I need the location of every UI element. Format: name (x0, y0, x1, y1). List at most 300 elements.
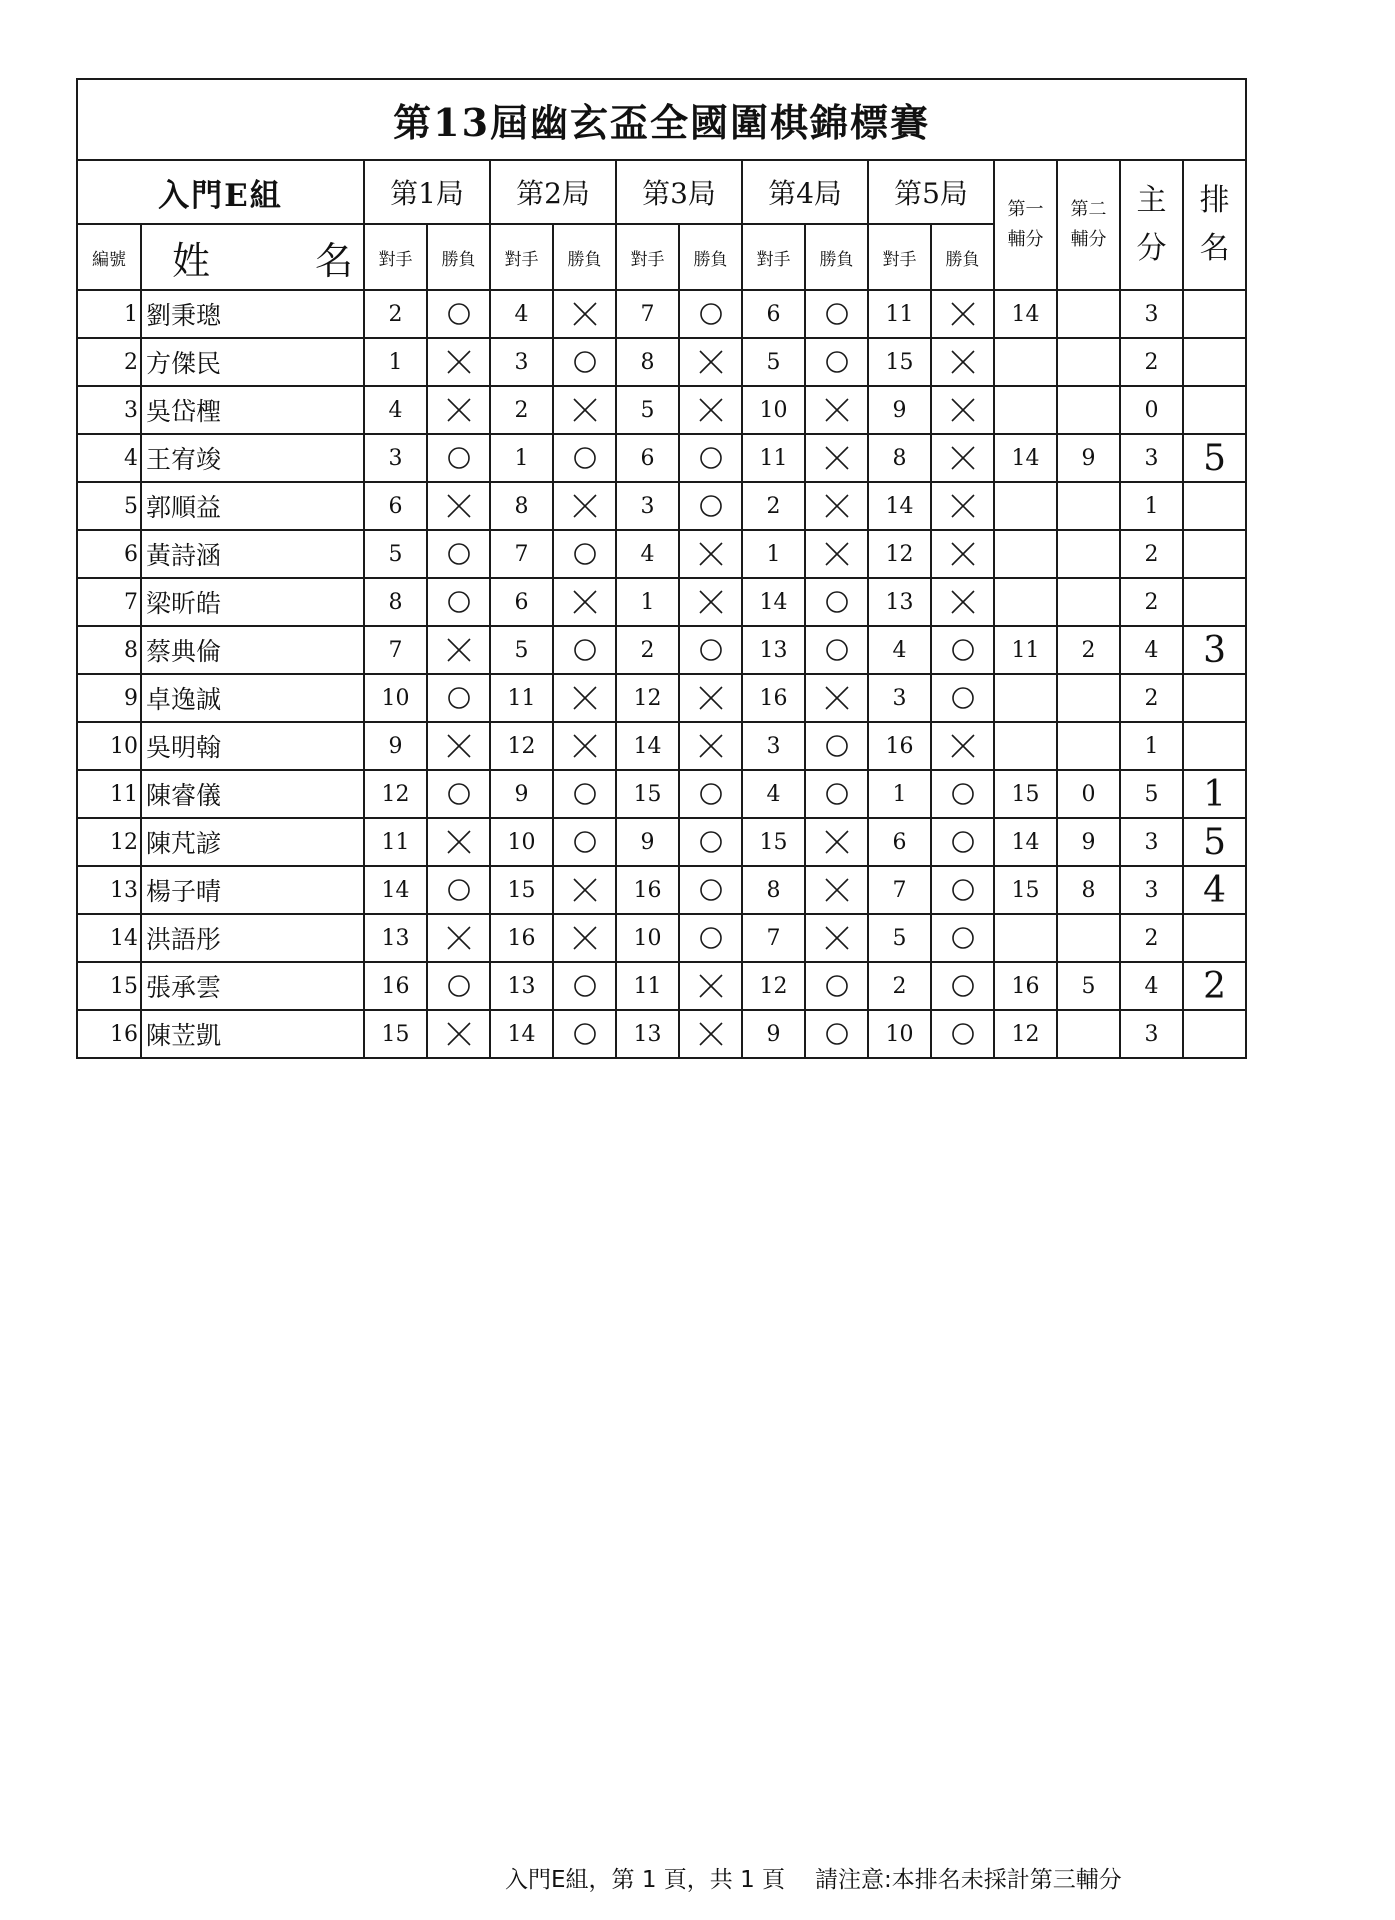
round-2-result (553, 818, 616, 866)
round-5-result (931, 530, 994, 578)
loss-cross-icon (445, 732, 473, 760)
round-4-opponent: 13 (742, 626, 805, 674)
round-4-result (805, 530, 868, 578)
round-5-opponent: 4 (868, 626, 931, 674)
loss-cross-icon (823, 444, 851, 472)
round-4-opponent: 7 (742, 914, 805, 962)
round-3-opponent: 1 (616, 578, 679, 626)
player-number: 16 (77, 1010, 141, 1058)
player-row (77, 530, 1246, 578)
win-circle-icon (571, 780, 599, 808)
win-circle-icon (571, 444, 599, 472)
rank-value: 3 (1183, 626, 1246, 674)
player-row (77, 818, 1246, 866)
player-row (77, 290, 1246, 338)
player-name: 劉秉璁 (141, 290, 364, 338)
round-5-result (931, 434, 994, 482)
player-row (77, 770, 1246, 818)
round-1-opponent: 5 (364, 530, 427, 578)
rank-value (1183, 386, 1246, 434)
player-name: 黃詩涵 (141, 530, 364, 578)
loss-cross-icon (949, 396, 977, 424)
round-3-header: 第3局 (616, 160, 742, 224)
round-1-opponent: 16 (364, 962, 427, 1010)
round-5-opponent: 1 (868, 770, 931, 818)
aux2-score (1057, 290, 1120, 338)
player-number: 13 (77, 866, 141, 914)
round-3-opponent: 11 (616, 962, 679, 1010)
player-row (77, 866, 1246, 914)
main-score: 2 (1120, 674, 1183, 722)
loss-cross-icon (697, 396, 725, 424)
aux2-header-line2: 輔分 (1070, 229, 1107, 250)
loss-cross-icon (823, 684, 851, 712)
name-header-char2: 名 (315, 238, 354, 283)
round-3-opponent: 7 (616, 290, 679, 338)
round-5-result (931, 626, 994, 674)
round-5-opponent: 3 (868, 674, 931, 722)
group-name: 入門E組 (77, 160, 364, 224)
aux1-score (994, 482, 1057, 530)
round-4-opponent: 10 (742, 386, 805, 434)
rank-value (1183, 578, 1246, 626)
main-score-header (1120, 160, 1183, 290)
loss-cross-icon (571, 396, 599, 424)
loss-cross-icon (949, 444, 977, 472)
player-name: 吳明翰 (141, 722, 364, 770)
round-4-result (805, 338, 868, 386)
round-4-opponent: 16 (742, 674, 805, 722)
loss-cross-icon (949, 732, 977, 760)
win-circle-icon (949, 780, 977, 808)
round-3-result (679, 338, 742, 386)
loss-cross-icon (697, 540, 725, 568)
loss-cross-icon (571, 492, 599, 520)
round-4-result (805, 818, 868, 866)
aux1-score: 14 (994, 290, 1057, 338)
rank-header-line1: 排 (1199, 183, 1230, 218)
round-3-result (679, 818, 742, 866)
aux1-score: 15 (994, 770, 1057, 818)
r3-result-header: 勝負 (679, 224, 742, 290)
round-3-result (679, 866, 742, 914)
loss-cross-icon (445, 348, 473, 376)
loss-cross-icon (823, 924, 851, 952)
player-number: 3 (77, 386, 141, 434)
round-2-result (553, 482, 616, 530)
round-4-result (805, 674, 868, 722)
player-number: 6 (77, 530, 141, 578)
round-2-result (553, 626, 616, 674)
round-1-opponent: 4 (364, 386, 427, 434)
round-3-result (679, 290, 742, 338)
loss-cross-icon (949, 348, 977, 376)
aux1-score (994, 386, 1057, 434)
round-1-result (427, 290, 490, 338)
round-3-opponent: 9 (616, 818, 679, 866)
round-1-header: 第1局 (364, 160, 490, 224)
win-circle-icon (697, 492, 725, 520)
rank-value (1183, 722, 1246, 770)
player-number: 14 (77, 914, 141, 962)
player-name: 梁昕皓 (141, 578, 364, 626)
round-5-header: 第5局 (868, 160, 994, 224)
win-circle-icon (445, 876, 473, 904)
rank-value (1183, 674, 1246, 722)
round-4-result (805, 482, 868, 530)
round-4-opponent: 14 (742, 578, 805, 626)
round-5-opponent: 13 (868, 578, 931, 626)
loss-cross-icon (697, 348, 725, 376)
win-circle-icon (823, 348, 851, 376)
rank-value: 5 (1183, 434, 1246, 482)
win-circle-icon (949, 684, 977, 712)
round-2-opponent: 1 (490, 434, 553, 482)
round-3-result (679, 962, 742, 1010)
round-4-result (805, 1010, 868, 1058)
round-1-result (427, 914, 490, 962)
round-2-opponent: 2 (490, 386, 553, 434)
aux1-score: 14 (994, 818, 1057, 866)
round-5-result (931, 722, 994, 770)
round-2-result (553, 674, 616, 722)
round-1-result (427, 338, 490, 386)
round-3-opponent: 8 (616, 338, 679, 386)
aux1-score (994, 578, 1057, 626)
main-score: 2 (1120, 914, 1183, 962)
round-3-opponent: 13 (616, 1010, 679, 1058)
name-header (141, 224, 364, 290)
main-score: 3 (1120, 290, 1183, 338)
win-circle-icon (949, 924, 977, 952)
r5-result-header: 勝負 (931, 224, 994, 290)
round-2-opponent: 8 (490, 482, 553, 530)
aux2-score (1057, 386, 1120, 434)
aux1-header (994, 160, 1057, 290)
round-5-opponent: 11 (868, 290, 931, 338)
round-5-result (931, 770, 994, 818)
round-3-result (679, 674, 742, 722)
aux1-score: 14 (994, 434, 1057, 482)
player-row (77, 722, 1246, 770)
loss-cross-icon (697, 972, 725, 1000)
round-3-opponent: 6 (616, 434, 679, 482)
loss-cross-icon (697, 1020, 725, 1048)
r4-opponent-header: 對手 (742, 224, 805, 290)
aux2-score: 9 (1057, 434, 1120, 482)
round-3-result (679, 578, 742, 626)
round-5-result (931, 386, 994, 434)
loss-cross-icon (445, 1020, 473, 1048)
round-1-opponent: 15 (364, 1010, 427, 1058)
round-1-opponent: 7 (364, 626, 427, 674)
round-5-result (931, 338, 994, 386)
player-name: 陳苙凱 (141, 1010, 364, 1058)
round-1-result (427, 722, 490, 770)
win-circle-icon (445, 780, 473, 808)
rank-value: 1 (1183, 770, 1246, 818)
round-5-opponent: 5 (868, 914, 931, 962)
win-circle-icon (697, 300, 725, 328)
round-3-opponent: 4 (616, 530, 679, 578)
round-3-opponent: 16 (616, 866, 679, 914)
round-5-result (931, 1010, 994, 1058)
player-number: 7 (77, 578, 141, 626)
round-2-result (553, 290, 616, 338)
round-1-opponent: 8 (364, 578, 427, 626)
round-5-opponent: 8 (868, 434, 931, 482)
win-circle-icon (823, 1020, 851, 1048)
aux2-score (1057, 482, 1120, 530)
win-circle-icon (445, 300, 473, 328)
round-4-opponent: 3 (742, 722, 805, 770)
main-score: 3 (1120, 818, 1183, 866)
player-row (77, 674, 1246, 722)
loss-cross-icon (571, 924, 599, 952)
aux2-score (1057, 530, 1120, 578)
aux2-score: 9 (1057, 818, 1120, 866)
round-2-result (553, 770, 616, 818)
round-5-opponent: 12 (868, 530, 931, 578)
aux2-score: 2 (1057, 626, 1120, 674)
loss-cross-icon (823, 396, 851, 424)
player-number: 15 (77, 962, 141, 1010)
aux1-score (994, 914, 1057, 962)
round-2-opponent: 16 (490, 914, 553, 962)
round-5-opponent: 6 (868, 818, 931, 866)
round-4-opponent: 6 (742, 290, 805, 338)
rank-value: 4 (1183, 866, 1246, 914)
win-circle-icon (949, 636, 977, 664)
aux2-score (1057, 1010, 1120, 1058)
round-5-opponent: 10 (868, 1010, 931, 1058)
round-2-result (553, 722, 616, 770)
round-4-opponent: 5 (742, 338, 805, 386)
player-row (77, 338, 1246, 386)
round-2-result (553, 530, 616, 578)
aux1-score (994, 674, 1057, 722)
round-2-opponent: 6 (490, 578, 553, 626)
round-4-result (805, 914, 868, 962)
win-circle-icon (697, 924, 725, 952)
aux1-score (994, 722, 1057, 770)
round-5-opponent: 14 (868, 482, 931, 530)
loss-cross-icon (823, 492, 851, 520)
aux2-header (1057, 160, 1120, 290)
r1-result-header: 勝負 (427, 224, 490, 290)
loss-cross-icon (571, 876, 599, 904)
win-circle-icon (445, 588, 473, 616)
main-score: 1 (1120, 722, 1183, 770)
name-header-char1: 姓 (172, 238, 211, 283)
round-3-opponent: 2 (616, 626, 679, 674)
round-2-opponent: 14 (490, 1010, 553, 1058)
round-3-opponent: 15 (616, 770, 679, 818)
round-1-result (427, 434, 490, 482)
main-score-header-line2: 分 (1136, 231, 1167, 266)
aux1-score: 15 (994, 866, 1057, 914)
aux2-score: 8 (1057, 866, 1120, 914)
round-4-result (805, 434, 868, 482)
round-2-result (553, 1010, 616, 1058)
win-circle-icon (697, 828, 725, 856)
round-2-opponent: 15 (490, 866, 553, 914)
round-1-result (427, 626, 490, 674)
aux1-score: 16 (994, 962, 1057, 1010)
round-5-result (931, 866, 994, 914)
round-3-result (679, 626, 742, 674)
win-circle-icon (823, 732, 851, 760)
round-2-opponent: 3 (490, 338, 553, 386)
aux1-header-line2: 輔分 (1007, 229, 1044, 250)
round-4-result (805, 578, 868, 626)
r2-opponent-header: 對手 (490, 224, 553, 290)
round-1-result (427, 578, 490, 626)
player-name: 張承雲 (141, 962, 364, 1010)
loss-cross-icon (823, 540, 851, 568)
player-name: 洪語彤 (141, 914, 364, 962)
round-3-result (679, 482, 742, 530)
aux1-header-line1: 第一 (1007, 199, 1044, 220)
rank-value (1183, 338, 1246, 386)
round-2-result (553, 386, 616, 434)
round-4-result (805, 962, 868, 1010)
round-4-opponent: 9 (742, 1010, 805, 1058)
round-2-result (553, 578, 616, 626)
loss-cross-icon (571, 588, 599, 616)
win-circle-icon (445, 972, 473, 1000)
aux1-score (994, 338, 1057, 386)
rank-value: 5 (1183, 818, 1246, 866)
r4-result-header: 勝負 (805, 224, 868, 290)
loss-cross-icon (949, 540, 977, 568)
round-5-opponent: 7 (868, 866, 931, 914)
number-header: 編號 (77, 224, 141, 290)
player-row (77, 482, 1246, 530)
round-1-opponent: 3 (364, 434, 427, 482)
round-2-opponent: 4 (490, 290, 553, 338)
win-circle-icon (571, 636, 599, 664)
win-circle-icon (445, 444, 473, 472)
round-2-opponent: 7 (490, 530, 553, 578)
round-3-result (679, 722, 742, 770)
round-2-result (553, 914, 616, 962)
round-5-opponent: 9 (868, 386, 931, 434)
loss-cross-icon (949, 492, 977, 520)
round-3-opponent: 12 (616, 674, 679, 722)
round-5-opponent: 2 (868, 962, 931, 1010)
win-circle-icon (949, 876, 977, 904)
player-number: 12 (77, 818, 141, 866)
win-circle-icon (571, 348, 599, 376)
round-3-opponent: 10 (616, 914, 679, 962)
r3-opponent-header: 對手 (616, 224, 679, 290)
player-name: 郭順益 (141, 482, 364, 530)
player-row (77, 386, 1246, 434)
loss-cross-icon (445, 396, 473, 424)
player-name: 蔡典倫 (141, 626, 364, 674)
loss-cross-icon (697, 684, 725, 712)
player-number: 1 (77, 290, 141, 338)
player-name: 吳岱檉 (141, 386, 364, 434)
round-4-result (805, 770, 868, 818)
round-3-opponent: 3 (616, 482, 679, 530)
loss-cross-icon (949, 300, 977, 328)
rank-value (1183, 914, 1246, 962)
round-4-opponent: 11 (742, 434, 805, 482)
round-3-result (679, 386, 742, 434)
round-3-result (679, 434, 742, 482)
player-row (77, 626, 1246, 674)
player-row (77, 1010, 1246, 1058)
round-3-result (679, 770, 742, 818)
loss-cross-icon (697, 732, 725, 760)
player-name: 陳芃諺 (141, 818, 364, 866)
round-1-opponent: 6 (364, 482, 427, 530)
loss-cross-icon (823, 828, 851, 856)
aux1-score: 12 (994, 1010, 1057, 1058)
round-2-opponent: 10 (490, 818, 553, 866)
round-4-opponent: 4 (742, 770, 805, 818)
round-1-result (427, 962, 490, 1010)
round-1-opponent: 9 (364, 722, 427, 770)
round-4-opponent: 1 (742, 530, 805, 578)
loss-cross-icon (445, 828, 473, 856)
loss-cross-icon (445, 924, 473, 952)
round-2-result (553, 338, 616, 386)
round-1-result (427, 482, 490, 530)
round-5-opponent: 15 (868, 338, 931, 386)
player-number: 2 (77, 338, 141, 386)
round-3-opponent: 5 (616, 386, 679, 434)
rank-value (1183, 530, 1246, 578)
round-3-opponent: 14 (616, 722, 679, 770)
r1-opponent-header: 對手 (364, 224, 427, 290)
win-circle-icon (949, 972, 977, 1000)
round-5-result (931, 818, 994, 866)
player-name: 方傑民 (141, 338, 364, 386)
round-1-result (427, 866, 490, 914)
round-4-opponent: 8 (742, 866, 805, 914)
round-5-result (931, 578, 994, 626)
main-score: 3 (1120, 434, 1183, 482)
round-4-result (805, 386, 868, 434)
round-5-opponent: 16 (868, 722, 931, 770)
player-row (77, 914, 1246, 962)
player-name: 楊子晴 (141, 866, 364, 914)
win-circle-icon (571, 1020, 599, 1048)
loss-cross-icon (571, 684, 599, 712)
page-footer (505, 1861, 1225, 1894)
player-number: 9 (77, 674, 141, 722)
round-5-result (931, 674, 994, 722)
round-1-opponent: 1 (364, 338, 427, 386)
aux2-score (1057, 674, 1120, 722)
round-2-opponent: 12 (490, 722, 553, 770)
win-circle-icon (949, 1020, 977, 1048)
round-5-result (931, 914, 994, 962)
rank-value (1183, 1010, 1246, 1058)
main-score: 4 (1120, 626, 1183, 674)
main-score: 5 (1120, 770, 1183, 818)
round-2-opponent: 11 (490, 674, 553, 722)
round-4-header: 第4局 (742, 160, 868, 224)
win-circle-icon (823, 636, 851, 664)
rank-value: 2 (1183, 962, 1246, 1010)
round-1-result (427, 1010, 490, 1058)
footer-page-info: 入門E組，第 1 頁，共 1 頁 (505, 1867, 786, 1893)
main-score: 2 (1120, 338, 1183, 386)
